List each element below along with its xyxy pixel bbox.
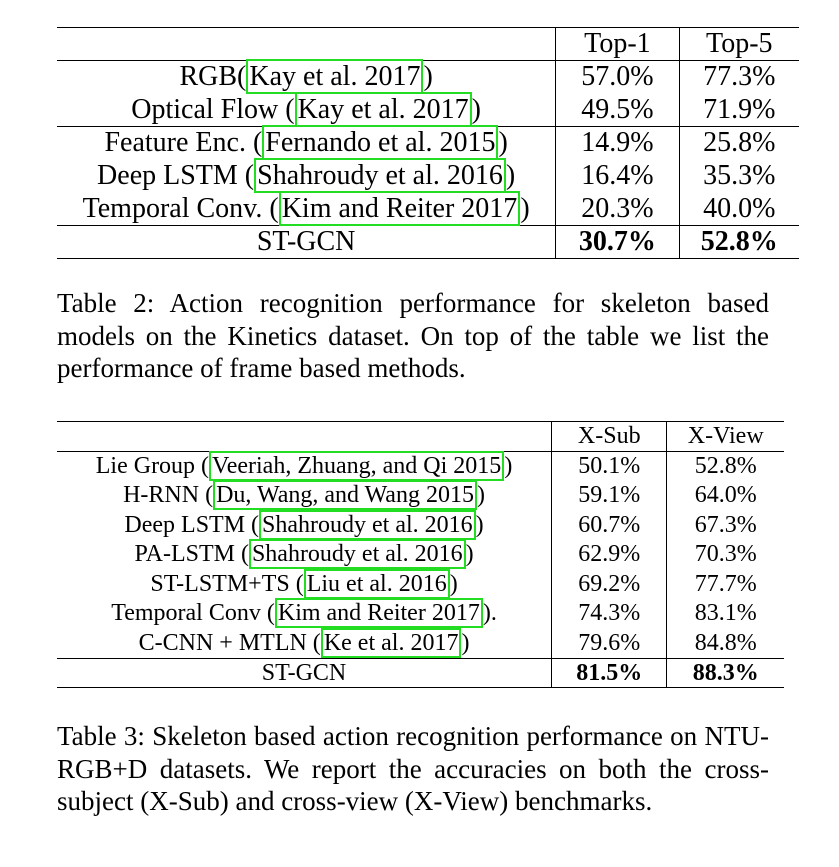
citation-link[interactable]: Shahroudy et al. 2016 [259,510,476,540]
top5-value-best: 52.8% [679,226,799,259]
method-suffix: ) [475,511,484,538]
method-cell: ST-GCN [57,226,556,259]
citation-link[interactable]: Du, Wang, and Wang 2015 [213,480,477,510]
top1-value: 49.5% [556,94,679,127]
method-cell [57,599,552,629]
method-name: Feature Enc. ( [104,127,263,159]
table-row [57,94,799,127]
method-suffix: ). [482,600,497,627]
top1-value-best: 30.7% [556,226,679,259]
method-cell [57,127,556,160]
top5-value: 25.8% [679,127,799,160]
method-cell [57,193,556,226]
method-name: Deep LSTM ( [97,160,255,191]
method-name: Optical Flow ( [131,93,295,125]
citation-link[interactable]: Veeriah, Zhuang, and Qi 2015 [209,451,504,481]
method-cell [57,569,552,599]
citation-link[interactable]: Fernando et al. 2015 [262,125,498,160]
method-cell [57,629,552,659]
method-suffix: ) [449,570,458,597]
citation-link[interactable]: Ke et al. 2017 [321,628,462,658]
table-row [57,629,784,659]
table3-caption: Table 3: Skeleton based action recognition performance on NTU-RGB+D datasets. We report the accuracies on both the cross-subject (X-Sub) and cross-view (X-View) benchmarks. [57,721,769,816]
table-row [57,481,784,511]
table-header-row [57,422,784,452]
method-cell: ST-GCN [57,658,552,688]
table-row [57,569,784,599]
method-suffix: ) [505,160,516,191]
header-top1: Top-1 [556,28,679,61]
method-suffix: ) [498,127,508,159]
method-suffix: ) [423,61,433,93]
method-suffix: ) [476,481,485,508]
citation-link[interactable]: Shahroudy et al. 2016 [249,539,466,569]
table-row [57,599,784,629]
method-cell [57,61,556,94]
citation-link[interactable]: Shahroudy et al. 2016 [254,158,506,193]
xview-value: 84.8% [667,629,784,659]
header-xsub: X-Sub [552,422,667,452]
table-row [57,160,799,193]
top5-value: 77.3% [679,61,799,94]
xview-value-best: 88.3% [667,658,784,688]
header-method-cell [57,422,552,452]
top5-value: 35.3% [679,160,799,193]
top1-value: 57.0% [556,61,679,94]
method-cell [57,94,556,127]
citation-link[interactable]: Kim and Reiter 2017 [279,191,521,226]
method-name: Lie Group ( [95,452,210,479]
table-row [57,193,799,226]
header-top5: Top-5 [679,28,799,61]
method-suffix: ) [520,192,530,224]
method-cell [57,451,552,481]
citation-link[interactable]: Liu et al. 2016 [304,569,450,599]
header-method-cell [57,28,556,61]
table-row-final [57,658,784,688]
xsub-value: 79.6% [552,629,667,659]
table-row [57,127,799,160]
method-suffix: ) [471,93,481,125]
top5-value: 71.9% [679,94,799,127]
method-name: RGB( [179,61,247,93]
method-name: H-RNN ( [123,481,214,508]
top1-value: 16.4% [556,160,679,193]
table-row [57,451,784,481]
method-name: Temporal Conv. ( [82,192,279,224]
xsub-value: 74.3% [552,599,667,629]
method-name: Temporal Conv ( [111,600,275,627]
method-cell [57,540,552,570]
xview-value: 52.8% [667,451,784,481]
xview-value: 83.1% [667,599,784,629]
citation-link[interactable]: Kay et al. 2017 [295,92,472,127]
method-cell [57,510,552,540]
method-name: C-CNN + MTLN ( [138,629,321,656]
method-name: PA-LSTM ( [134,541,249,568]
table-row-final [57,226,799,259]
method-name: ST-LSTM+TS ( [150,570,304,597]
method-name: Deep LSTM ( [124,511,260,538]
xview-value: 77.7% [667,569,784,599]
xsub-value: 69.2% [552,569,667,599]
top5-value: 40.0% [679,193,799,226]
table-header-row [57,28,799,61]
xsub-value: 60.7% [552,510,667,540]
table2-caption: Table 2: Action recognition performance for skeleton based models on the Kinetics dataset. On top of the table we list the performance of frame based methods. [57,288,769,383]
method-suffix: ) [465,541,474,568]
table-row [57,510,784,540]
xsub-value: 59.1% [552,481,667,511]
citation-link[interactable]: Kim and Reiter 2017 [275,598,483,628]
xview-value: 64.0% [667,481,784,511]
ntu-results-table [57,421,784,688]
top1-value: 14.9% [556,127,679,160]
method-suffix: ) [461,629,470,656]
xsub-value-best: 81.5% [552,658,667,688]
xview-value: 70.3% [667,540,784,570]
method-suffix: ) [504,452,513,479]
citation-link[interactable]: Kay et al. 2017 [246,59,423,94]
method-cell [57,160,556,193]
xview-value: 67.3% [667,510,784,540]
xsub-value: 62.9% [552,540,667,570]
method-cell [57,481,552,511]
table-row [57,61,799,94]
kinetics-results-table [57,27,799,259]
table-row [57,540,784,570]
header-xview: X-View [667,422,784,452]
xsub-value: 50.1% [552,451,667,481]
top1-value: 20.3% [556,193,679,226]
